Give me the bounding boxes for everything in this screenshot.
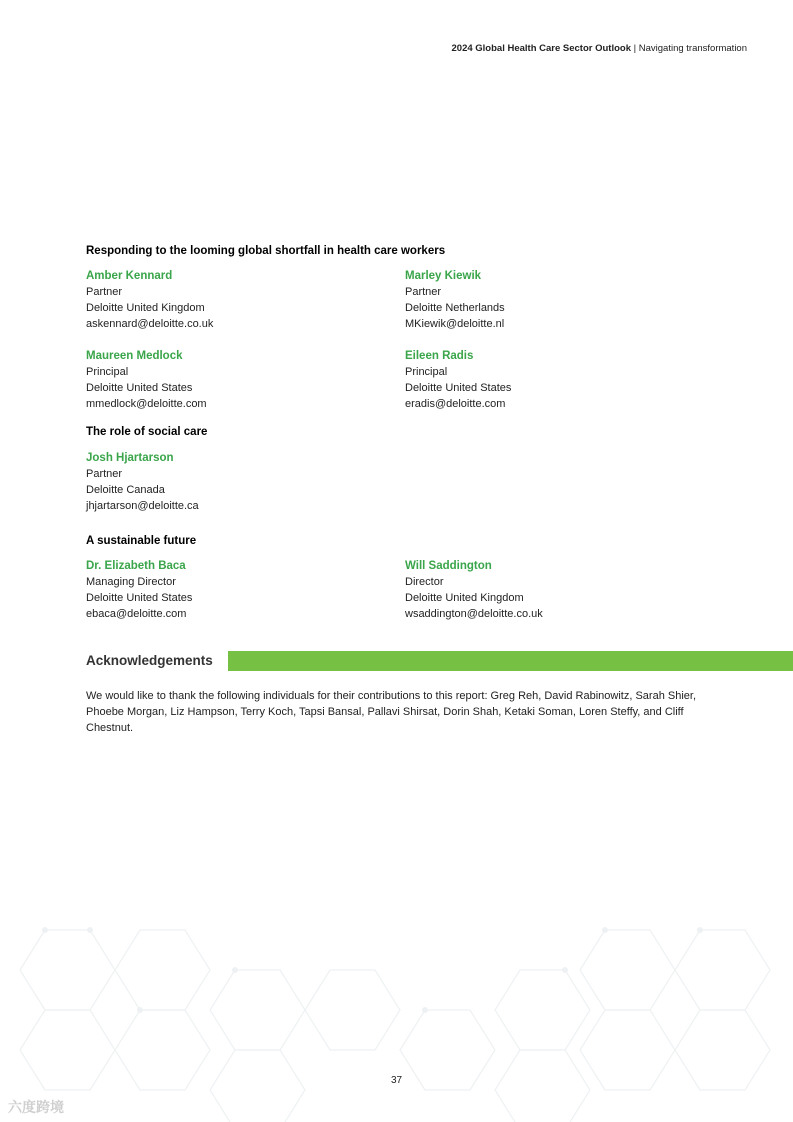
watermark-text: 六度跨境 <box>8 1099 64 1115</box>
hexagon-pattern-decoration <box>0 900 793 1122</box>
section-heading-social-care: The role of social care <box>86 426 208 438</box>
contact-title: Partner <box>405 286 442 298</box>
contact-name: Josh Hjartarson <box>86 452 174 464</box>
contact-card <box>86 268 386 332</box>
contact-name: Will Saddington <box>405 560 492 572</box>
header-title: 2024 Global Health Care Sector Outlook <box>451 43 631 54</box>
contact-org: Deloitte United States <box>86 592 193 604</box>
contact-name: Amber Kennard <box>86 270 173 282</box>
contact-card <box>405 268 705 332</box>
contact-card <box>405 348 705 412</box>
page-header <box>452 43 748 54</box>
contact-title: Director <box>405 576 444 588</box>
contact-email[interactable]: mmedlock@deloitte.com <box>86 398 207 410</box>
contact-org: Deloitte Canada <box>86 484 165 496</box>
contact-name: Dr. Elizabeth Baca <box>86 560 186 572</box>
header-subtitle: Navigating transformation <box>638 43 747 54</box>
page-number: 37 <box>390 1075 403 1086</box>
contact-org: Deloitte United States <box>86 382 193 394</box>
contact-org: Deloitte United Kingdom <box>405 592 524 604</box>
contact-org: Deloitte United Kingdom <box>86 302 205 314</box>
contact-title: Managing Director <box>86 576 176 588</box>
acknowledgements-text: We would like to thank the following individuals for their contributions to this report: Greg Reh, David Rabinowitz, Sarah Shier, Phoebe Morgan, Liz Hampson, Terry Koch, Tapsi Bansal, Pallavi Shirsat, Dorin Shah, Ketaki Soman, Loren Steffy, and Cliff Chestnut. <box>86 690 696 734</box>
section-heading-sustainable-future: A sustainable future <box>86 535 197 547</box>
contact-email[interactable]: ebaca@deloitte.com <box>86 608 187 620</box>
contact-card <box>86 450 386 514</box>
contact-email[interactable]: jhjartarson@deloitte.ca <box>86 500 199 512</box>
contact-title: Partner <box>86 468 123 480</box>
contact-card <box>86 348 386 412</box>
header-separator: | <box>633 43 637 54</box>
contact-email[interactable]: wsaddington@deloitte.co.uk <box>405 608 543 620</box>
contact-name: Eileen Radis <box>405 350 474 362</box>
contact-title: Partner <box>86 286 123 298</box>
contact-org: Deloitte Netherlands <box>405 302 505 314</box>
acknowledgements-accent-bar <box>228 651 793 671</box>
contact-email[interactable]: askennard@deloitte.co.uk <box>86 318 214 330</box>
contact-org: Deloitte United States <box>405 382 512 394</box>
contact-name: Marley Kiewik <box>405 270 482 282</box>
contact-title: Principal <box>86 366 129 378</box>
section-heading-workforce: Responding to the looming global shortfall in health care workers <box>86 245 446 257</box>
contact-email[interactable]: MKiewik@deloitte.nl <box>405 318 505 330</box>
contact-email[interactable]: eradis@deloitte.com <box>405 398 506 410</box>
contact-card <box>405 558 705 622</box>
contact-name: Maureen Medlock <box>86 350 183 362</box>
contact-title: Principal <box>405 366 448 378</box>
contact-card <box>86 558 386 622</box>
acknowledgements-title: Acknowledgements <box>86 653 213 668</box>
watermark-logo <box>8 1097 64 1117</box>
